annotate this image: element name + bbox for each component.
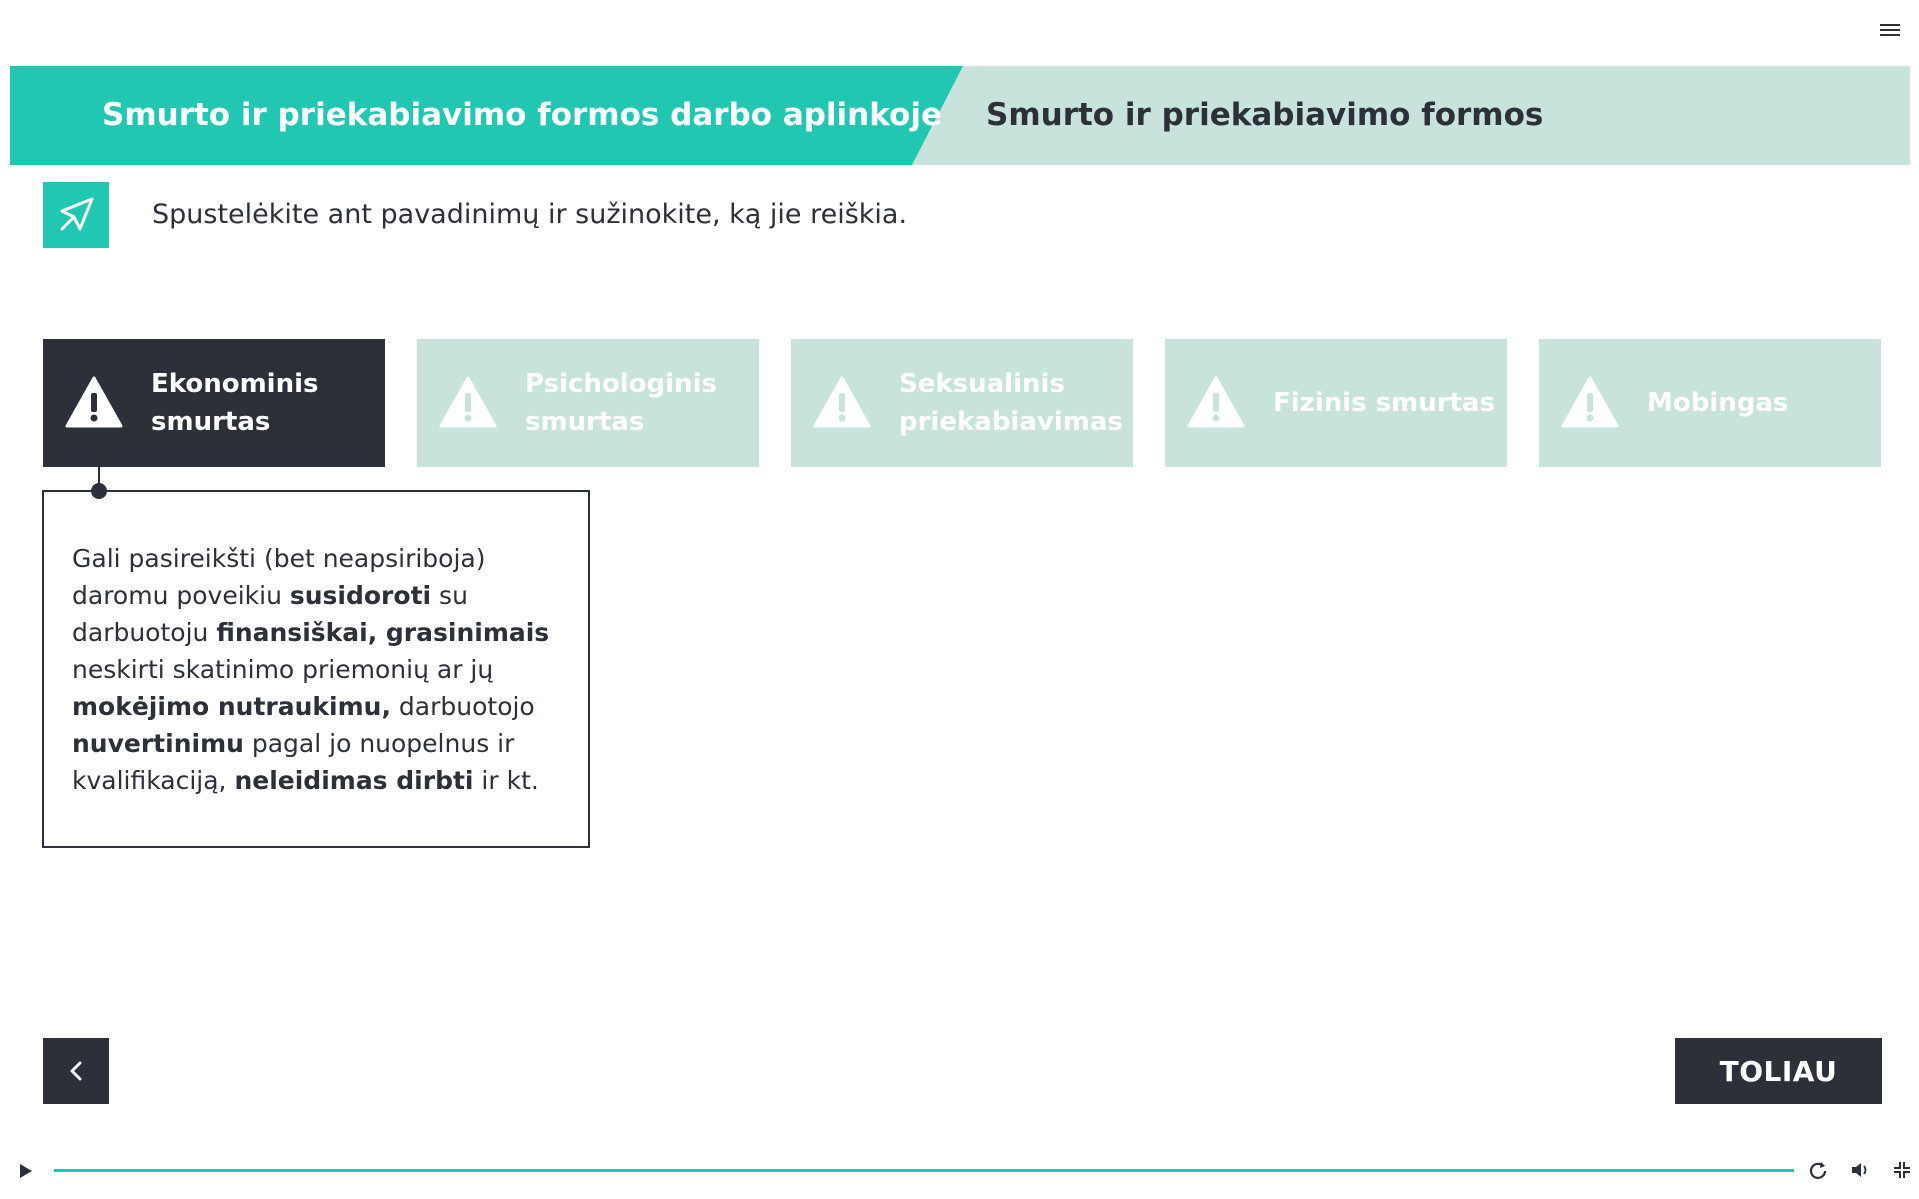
warning-icon	[1187, 376, 1245, 428]
popup-text-bold: neleidimas dirbti	[234, 766, 474, 795]
exit-fullscreen-icon[interactable]	[1892, 1160, 1912, 1180]
tab-fizinis-smurtas[interactable]	[1165, 339, 1507, 467]
tab-ekonominis-smurtas[interactable]	[43, 339, 385, 467]
popup-text-bold: mokėjimo nutraukimu,	[72, 692, 391, 721]
page-title: Smurto ir priekabiavimo formos	[986, 97, 1544, 133]
description-popup	[42, 490, 590, 848]
tab-psichologinis-smurtas[interactable]	[417, 339, 759, 467]
popup-text-bold: finansiškai, grasinimais	[216, 618, 550, 647]
tab-label: Psichologinis smurtas	[525, 369, 717, 437]
header-bar	[10, 66, 1910, 165]
tab-label: Seksualinis priekabiavimas	[899, 369, 1123, 437]
menu-icon[interactable]	[1880, 24, 1900, 40]
warning-icon	[1561, 376, 1619, 428]
tab-label: Ekonominis smurtas	[151, 369, 319, 437]
warning-icon	[813, 376, 871, 428]
chevron-left-icon	[66, 1059, 86, 1083]
popup-text	[72, 540, 564, 799]
instruction-text: Spustelėkite ant pavadinimų ir sužinokite, ką jie reiškia.	[152, 199, 908, 230]
section-title: Smurto ir priekabiavimo formos darbo aplinkoje	[102, 97, 942, 133]
volume-icon[interactable]	[1850, 1160, 1870, 1180]
popup-text-bold: nuvertinimu	[72, 729, 244, 758]
popup-text-segment: pagal jo nuopelnus ir kvalifikaciją,	[72, 729, 515, 795]
progress-bar[interactable]	[54, 1169, 1794, 1172]
cursor-arrow-icon	[43, 182, 109, 248]
popup-text-segment: neskirti skatinimo priemonių ar jų	[72, 655, 494, 684]
tab-label: Fizinis smurtas	[1273, 388, 1496, 418]
tab-mobingas[interactable]	[1539, 339, 1881, 467]
tab-label: Mobingas	[1647, 388, 1789, 418]
popup-text-segment: ir kt.	[473, 766, 539, 795]
popup-text-segment: su darbuotoju	[72, 581, 468, 647]
popup-text-segment: darbuotojo	[390, 692, 535, 721]
play-icon[interactable]	[18, 1162, 34, 1180]
back-button[interactable]	[43, 1038, 109, 1104]
popup-text-segment: Gali pasireikšti (bet neapsiriboja) daromu poveikiu	[72, 544, 486, 610]
popup-text-bold: susidoroti	[289, 581, 432, 610]
warning-icon	[65, 376, 123, 428]
warning-icon	[439, 376, 497, 428]
next-button[interactable]: TOLIAU	[1675, 1038, 1882, 1104]
replay-icon[interactable]	[1808, 1160, 1828, 1180]
tab-seksualinis-priekabiavimas[interactable]	[791, 339, 1133, 467]
popup-connector-dot	[91, 483, 107, 499]
